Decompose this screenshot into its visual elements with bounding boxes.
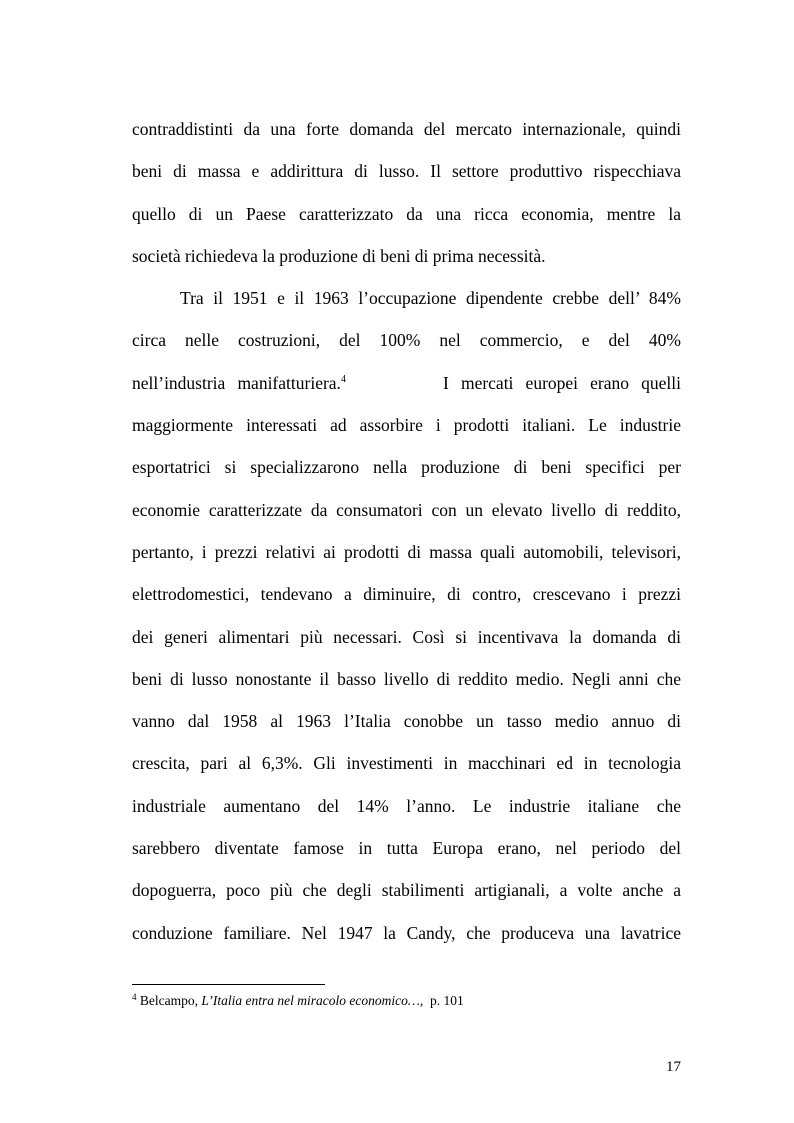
footnote-author: Belcampo, <box>139 993 198 1008</box>
page-number: 17 <box>666 1059 681 1075</box>
footnote-title: L’Italia entra nel miracolo economico…, <box>201 993 424 1008</box>
text-line: industriale aumentano del 14% l’anno. Le industrie italiane che <box>132 795 681 816</box>
text-line: circa nelle costruzioni, del 100% nel commercio, e del 40% <box>132 330 681 351</box>
text-line: sarebbero diventate famose in tutta Europa erano, nel periodo del <box>132 838 681 859</box>
text-line: conduzione familiare. Nel 1947 la Candy, che produceva una lavatrice <box>132 922 681 943</box>
text-line: vanno dal 1958 al 1963 l’Italia conobbe un tasso medio annuo di <box>132 711 681 732</box>
text-line: crescita, pari al 6,3%. Gli investimenti in macchinari ed in tecnologia <box>132 753 681 774</box>
footnote-separator <box>132 984 325 985</box>
text-segment: I mercati europei erano quelli <box>443 372 682 393</box>
text-segment: nell’industria manifatturiera. <box>132 372 341 393</box>
text-line: società richiedeva la produzione di beni di prima necessità. <box>132 245 546 266</box>
text-line: maggiormente interessati ad assorbire i prodotti italiani. Le industrie <box>132 415 681 436</box>
text-line: beni di lusso nonostante il basso livello di reddito medio. Negli anni che <box>132 668 681 689</box>
footnote-number: 4 <box>132 992 137 1002</box>
body-text <box>132 108 681 954</box>
text-line: economie caratterizzate da consumatori con un elevato livello di reddito, <box>132 499 681 520</box>
text-line <box>132 362 681 404</box>
footnote <box>132 992 681 1010</box>
text-line: dopoguerra, poco più che degli stabilimenti artigianali, a volte anche a <box>132 880 681 901</box>
text-line: pertanto, i prezzi relativi ai prodotti di massa quali automobili, televisori, <box>132 541 681 562</box>
text-line: dei generi alimentari più necessari. Così si incentivava la domanda di <box>132 626 681 647</box>
text-line: Tra il 1951 e il 1963 l’occupazione dipendente crebbe dell’ 84% <box>180 288 681 309</box>
footnote-reference[interactable]: 4 <box>340 373 346 385</box>
text-line: contraddistinti da una forte domanda del mercato internazionale, quindi <box>132 119 681 139</box>
text-line: quello di un Paese caratterizzato da una ricca economia, mentre la <box>132 203 681 224</box>
text-line: esportatrici si specializzarono nella produzione di beni specifici per <box>132 457 681 478</box>
text-line: beni di massa e addirittura di lusso. Il settore produttivo rispecchiava <box>132 161 681 182</box>
text-line: elettrodomestici, tendevano a diminuire, di contro, crescevano i prezzi <box>132 584 681 605</box>
footnote-page: p. 101 <box>429 993 464 1008</box>
